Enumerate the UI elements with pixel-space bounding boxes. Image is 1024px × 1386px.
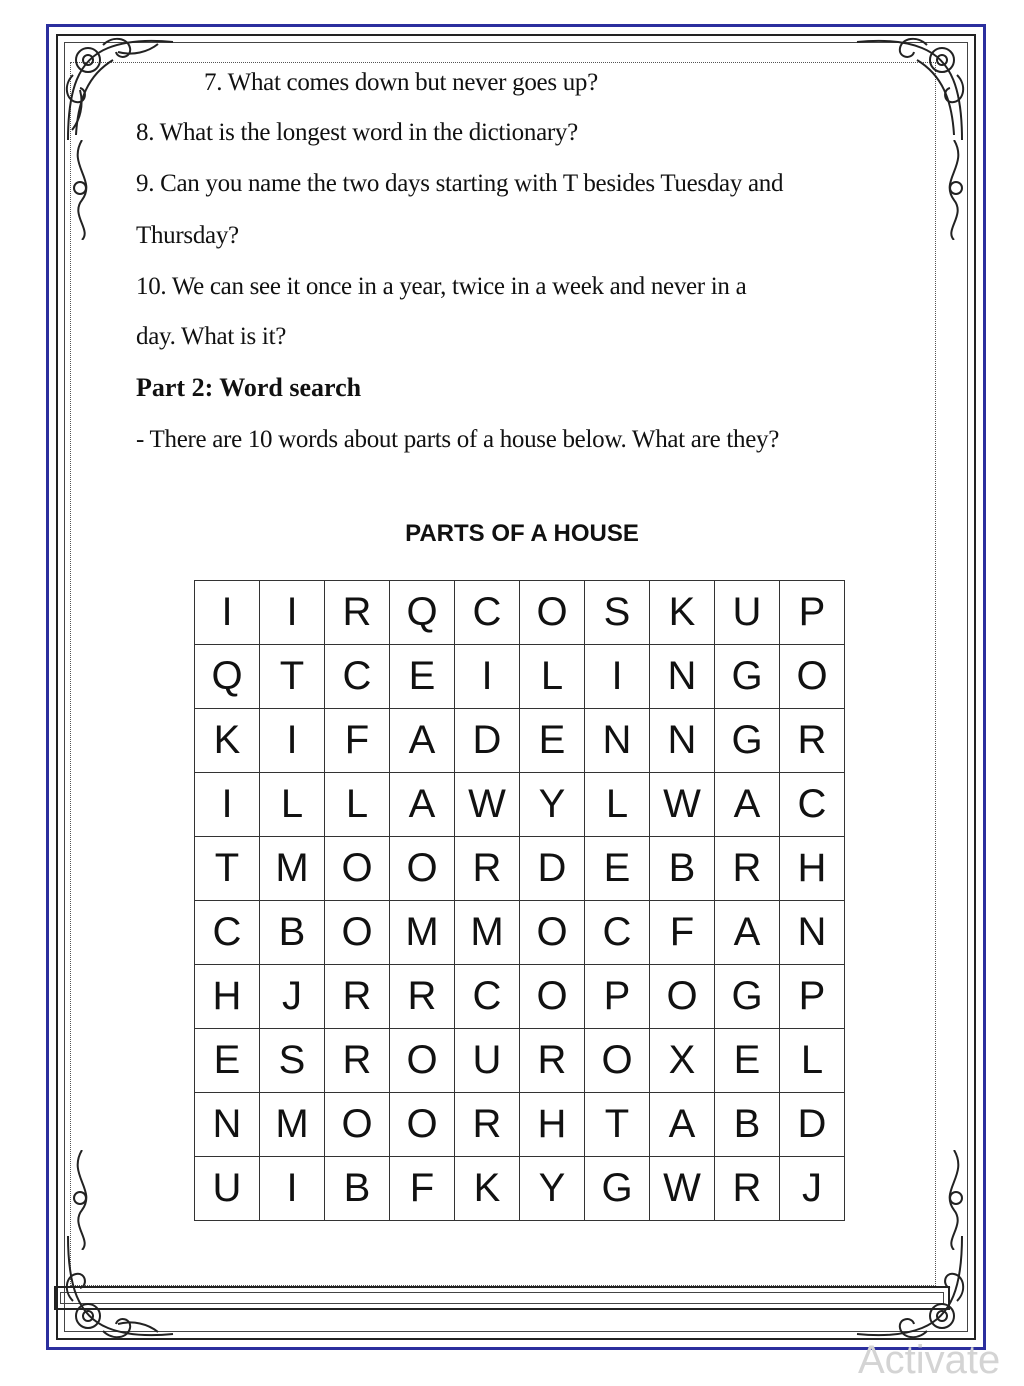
grid-cell: I <box>195 773 260 837</box>
grid-cell: Y <box>520 1157 585 1221</box>
grid-cell: L <box>520 645 585 709</box>
grid-cell: P <box>585 965 650 1029</box>
grid-cell: O <box>325 901 390 965</box>
grid-cell: B <box>260 901 325 965</box>
grid-cell: N <box>195 1093 260 1157</box>
grid-cell: I <box>585 645 650 709</box>
grid-cell: R <box>780 709 845 773</box>
grid-cell: P <box>780 965 845 1029</box>
grid-cell: S <box>585 581 650 645</box>
grid-cell: C <box>455 965 520 1029</box>
grid-cell: M <box>260 837 325 901</box>
grid-cell: O <box>390 837 455 901</box>
activation-watermark: Activate <box>858 1338 1001 1382</box>
grid-cell: O <box>585 1029 650 1093</box>
grid-cell: I <box>260 581 325 645</box>
grid-cell: C <box>780 773 845 837</box>
grid-cell: K <box>650 581 715 645</box>
question-10-continued: day. What is it? <box>136 323 287 350</box>
grid-cell: E <box>520 709 585 773</box>
grid-cell: O <box>650 965 715 1029</box>
grid-row <box>195 581 845 645</box>
grid-cell: L <box>780 1029 845 1093</box>
grid-row <box>195 1029 845 1093</box>
grid-cell: F <box>390 1157 455 1221</box>
grid-cell: G <box>715 709 780 773</box>
grid-cell: R <box>715 1157 780 1221</box>
grid-cell: D <box>455 709 520 773</box>
grid-cell: O <box>390 1029 455 1093</box>
grid-cell: E <box>195 1029 260 1093</box>
grid-row <box>195 965 845 1029</box>
grid-cell: R <box>715 837 780 901</box>
grid-cell: M <box>390 901 455 965</box>
grid-cell: G <box>715 965 780 1029</box>
grid-cell: B <box>650 837 715 901</box>
grid-cell: A <box>715 773 780 837</box>
grid-cell: J <box>780 1157 845 1221</box>
grid-cell: R <box>325 965 390 1029</box>
grid-cell: A <box>650 1093 715 1157</box>
grid-row <box>195 645 845 709</box>
part-2-heading: Part 2: Word search <box>136 373 362 402</box>
grid-cell: U <box>715 581 780 645</box>
part-2-instruction: - There are 10 words about parts of a house below. What are they? <box>136 426 779 453</box>
question-9-continued: Thursday? <box>136 222 239 249</box>
grid-cell: R <box>325 1029 390 1093</box>
grid-cell: W <box>650 773 715 837</box>
grid-cell: U <box>195 1157 260 1221</box>
side-ornament-icon <box>934 140 974 240</box>
grid-cell: O <box>390 1093 455 1157</box>
puzzle-title: PARTS OF A HOUSE <box>405 520 639 547</box>
grid-cell: I <box>455 645 520 709</box>
grid-cell: E <box>715 1029 780 1093</box>
grid-cell: S <box>260 1029 325 1093</box>
grid-cell: P <box>780 581 845 645</box>
grid-cell: H <box>195 965 260 1029</box>
grid-cell: T <box>195 837 260 901</box>
frame-bottom-bar <box>54 1286 950 1310</box>
grid-cell: R <box>390 965 455 1029</box>
grid-cell: Q <box>195 645 260 709</box>
grid-row <box>195 709 845 773</box>
grid-cell: L <box>325 773 390 837</box>
grid-cell: T <box>260 645 325 709</box>
grid-cell: C <box>195 901 260 965</box>
grid-cell: F <box>325 709 390 773</box>
grid-cell: F <box>650 901 715 965</box>
grid-cell: D <box>780 1093 845 1157</box>
question-10: 10. We can see it once in a year, twice in a week and never in a <box>136 273 747 300</box>
grid-cell: T <box>585 1093 650 1157</box>
grid-cell: M <box>260 1093 325 1157</box>
question-9: 9. Can you name the two days starting with T besides Tuesday and <box>136 170 784 197</box>
grid-cell: O <box>780 645 845 709</box>
grid-cell: K <box>455 1157 520 1221</box>
question-8: 8. What is the longest word in the dictionary? <box>136 119 578 146</box>
grid-cell: A <box>390 773 455 837</box>
grid-cell: N <box>780 901 845 965</box>
grid-cell: W <box>650 1157 715 1221</box>
grid-cell: H <box>780 837 845 901</box>
side-ornament-icon <box>62 140 102 240</box>
grid-cell: B <box>715 1093 780 1157</box>
grid-cell: M <box>455 901 520 965</box>
grid-cell: E <box>585 837 650 901</box>
grid-cell: R <box>455 837 520 901</box>
grid-cell: C <box>585 901 650 965</box>
grid-cell: I <box>195 581 260 645</box>
grid-cell: I <box>260 709 325 773</box>
grid-cell: H <box>520 1093 585 1157</box>
grid-cell: L <box>585 773 650 837</box>
grid-cell: R <box>520 1029 585 1093</box>
word-search-grid <box>194 580 845 1221</box>
grid-cell: N <box>650 709 715 773</box>
grid-cell: C <box>325 645 390 709</box>
grid-cell: K <box>195 709 260 773</box>
grid-row <box>195 773 845 837</box>
grid-cell: G <box>585 1157 650 1221</box>
grid-cell: J <box>260 965 325 1029</box>
grid-cell: O <box>520 901 585 965</box>
side-ornament-icon <box>934 1150 974 1250</box>
grid-cell: L <box>260 773 325 837</box>
grid-cell: N <box>585 709 650 773</box>
grid-cell: Q <box>390 581 455 645</box>
side-ornament-icon <box>62 1150 102 1250</box>
grid-cell: B <box>325 1157 390 1221</box>
grid-row <box>195 1093 845 1157</box>
grid-cell: O <box>325 837 390 901</box>
grid-cell: A <box>715 901 780 965</box>
grid-cell: A <box>390 709 455 773</box>
grid-row <box>195 1157 845 1221</box>
grid-row <box>195 901 845 965</box>
grid-cell: O <box>325 1093 390 1157</box>
grid-cell: Y <box>520 773 585 837</box>
grid-cell: X <box>650 1029 715 1093</box>
grid-cell: I <box>260 1157 325 1221</box>
corner-ornament-icon <box>852 30 972 150</box>
grid-cell: O <box>520 965 585 1029</box>
grid-cell: D <box>520 837 585 901</box>
grid-cell: O <box>520 581 585 645</box>
grid-row <box>195 837 845 901</box>
grid-cell: G <box>715 645 780 709</box>
grid-cell: N <box>650 645 715 709</box>
grid-cell: U <box>455 1029 520 1093</box>
grid-cell: C <box>455 581 520 645</box>
grid-cell: E <box>390 645 455 709</box>
grid-cell: R <box>455 1093 520 1157</box>
question-7: 7. What comes down but never goes up? <box>204 69 598 96</box>
grid-cell: R <box>325 581 390 645</box>
grid-cell: W <box>455 773 520 837</box>
